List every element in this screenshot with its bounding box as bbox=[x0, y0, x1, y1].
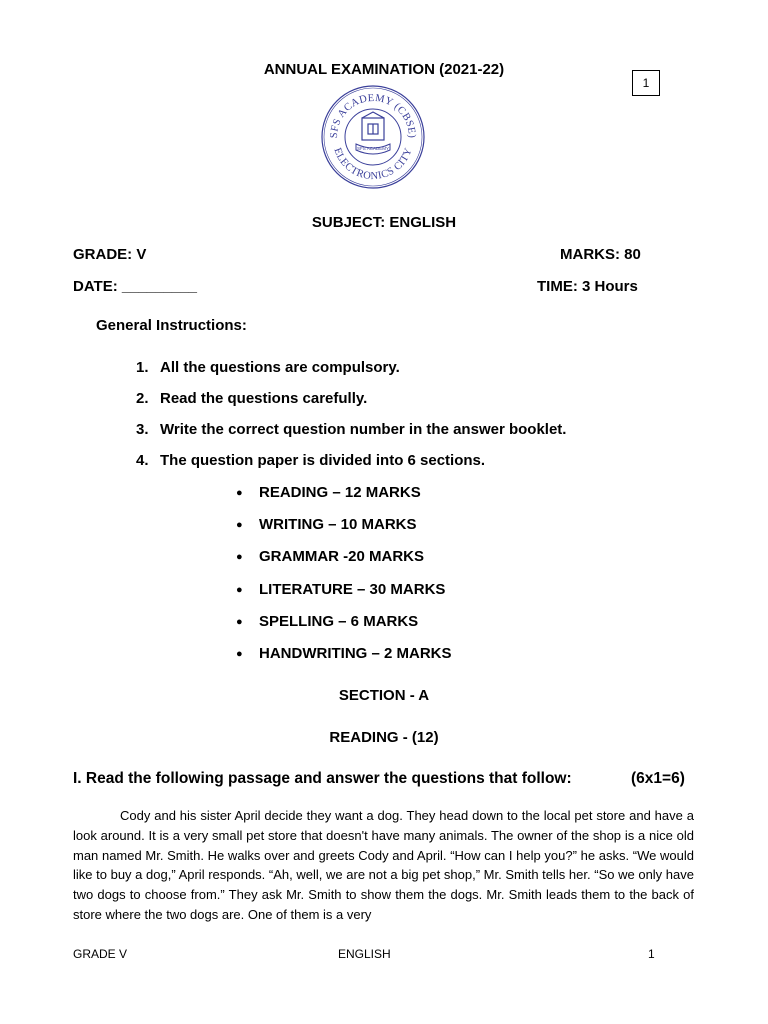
instruction-item: 2. Read the questions carefully. bbox=[136, 390, 368, 407]
bullet-icon: ● bbox=[236, 519, 243, 532]
section-a-heading: SECTION - A bbox=[338, 687, 430, 704]
instruction-item: 4. The question paper is divided into 6 sections. bbox=[136, 452, 486, 469]
bullet-icon: ● bbox=[236, 615, 243, 628]
instruction-item: 1. All the questions are compulsory. bbox=[136, 359, 400, 376]
section-marks-item: ● WRITING – 10 MARKS bbox=[236, 514, 452, 546]
school-seal-logo bbox=[320, 84, 426, 190]
footer-page-number: 1 bbox=[648, 947, 655, 961]
question-one-marks: (6x1=6) bbox=[631, 770, 685, 787]
sections-marks-list bbox=[236, 482, 452, 675]
section-marks-item: ● LITERATURE – 30 MARKS bbox=[236, 579, 452, 611]
bullet-icon: ● bbox=[236, 551, 243, 564]
svg-text:SFS ACADEMY: SFS ACADEMY bbox=[356, 146, 390, 151]
section-marks-item: ● SPELLING – 6 MARKS bbox=[236, 611, 452, 643]
grade-label: GRADE: V bbox=[73, 246, 147, 263]
subject-heading: SUBJECT: ENGLISH bbox=[311, 214, 457, 231]
svg-text:ELECTRONICS CITY: ELECTRONICS CITY bbox=[331, 146, 415, 183]
footer-subject: ENGLISH bbox=[338, 947, 391, 961]
page-number-box: 1 bbox=[632, 70, 660, 96]
instructions-heading: General Instructions: bbox=[96, 317, 247, 334]
bullet-icon: ● bbox=[236, 487, 243, 499]
marks-label: MARKS: 80 bbox=[560, 246, 641, 263]
date-label: DATE: _________ bbox=[73, 278, 197, 295]
exam-title: ANNUAL EXAMINATION (2021-22) bbox=[263, 61, 505, 78]
bullet-icon: ● bbox=[236, 583, 243, 596]
time-label: TIME: 3 Hours bbox=[537, 278, 638, 295]
reading-passage: Cody and his sister April decide they want a dog. They head down to the local pet store and have a look around. It is a very small pet store that doesn't have many animals. The owner of the shop is a nice old man named Mr. Smith. He walks over and greets Cody and April. “How can I help you?” he asks. “We would like to buy a dog,” April responds. “Ah, well, we are not a big pet shop,” Mr. Smith tells her. “So we only have two dogs to choose from.” They ask Mr. Smith to show them the dogs. Mr. Smith leads them to the back of store where the two dogs are. One of them is a very bbox=[73, 808, 694, 922]
section-marks-item: ● READING – 12 MARKS bbox=[236, 482, 452, 514]
seal-building-icon bbox=[362, 112, 384, 140]
reading-heading: READING - (12) bbox=[329, 729, 439, 746]
instruction-item: 3. Write the correct question number in the answer booklet. bbox=[136, 421, 567, 438]
section-marks-item: ● GRAMMAR -20 MARKS bbox=[236, 546, 452, 578]
footer-grade: GRADE V bbox=[73, 947, 128, 961]
svg-text:SFS ACADEMY (CBSE): SFS ACADEMY (CBSE) bbox=[328, 92, 418, 139]
bullet-icon: ● bbox=[236, 647, 243, 660]
question-one: I. Read the following passage and answer the questions that follow: bbox=[73, 770, 572, 787]
instructions-list bbox=[136, 356, 566, 480]
section-marks-item: ● HANDWRITING – 2 MARKS bbox=[236, 643, 452, 675]
